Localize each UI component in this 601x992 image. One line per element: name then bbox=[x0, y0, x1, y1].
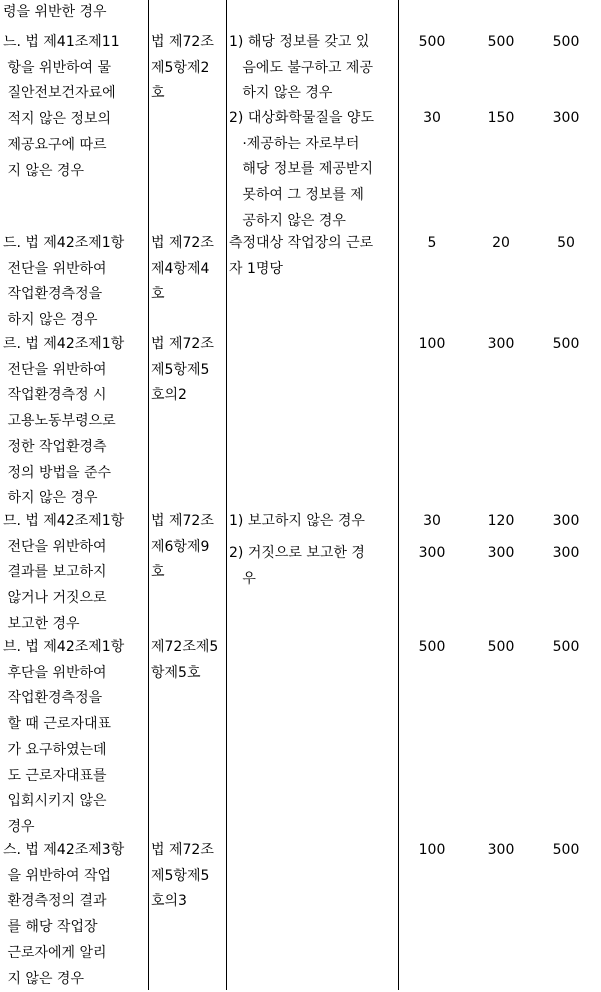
law-cell: 법 제72조 제5항제5 호의3 bbox=[151, 842, 214, 910]
fine-first: 30 bbox=[423, 513, 441, 529]
fine-first: 500 bbox=[418, 34, 446, 50]
law-cell: 법 제72조 제4항제4 호 bbox=[151, 235, 214, 303]
column-divider bbox=[148, 0, 149, 990]
fine-third: 300 bbox=[552, 110, 580, 126]
violation-cell: 드. 법 제42조제1항 전단을 위반하여 작업환경측정을 하지 않은 경우 bbox=[3, 235, 125, 329]
fine-third: 500 bbox=[552, 842, 580, 858]
fine-first: 300 bbox=[418, 545, 446, 561]
detail-cell: 1) 해당 정보를 갖고 있 음에도 불구하고 제공 하지 않은 경우 bbox=[229, 34, 373, 102]
violation-cell: 브. 법 제42조제1항 후단을 위반하여 작업환경측정을 할 때 근로자대표 가 요구하였는데 도 근로자대표를 입회시키지 않은 경우 bbox=[3, 639, 125, 835]
fine-second: 150 bbox=[487, 110, 515, 126]
law-cell: 법 제72조 제5항제5 호의2 bbox=[151, 336, 214, 404]
fine-third: 50 bbox=[557, 235, 575, 251]
fine-second: 120 bbox=[487, 513, 515, 529]
fine-second: 500 bbox=[487, 34, 515, 50]
detail-cell: 1) 보고하지 않은 경우 bbox=[229, 513, 365, 529]
fine-first: 500 bbox=[418, 639, 446, 655]
fine-second: 500 bbox=[487, 639, 515, 655]
column-divider bbox=[398, 0, 399, 990]
law-cell: 제72조제5 항제5호 bbox=[151, 639, 219, 681]
violation-cell: 스. 법 제42조제3항 을 위반하여 작업 환경측정의 결과 를 해당 작업장 근로자에게 알리 지 않은 경우 bbox=[3, 842, 125, 987]
fine-first: 100 bbox=[418, 842, 446, 858]
detail-cell: 2) 대상화학물질을 양도 ·제공하는 자로부터 해당 정보를 제공받지 못하여 그 정보를 제 공하지 않은 경우 bbox=[229, 110, 374, 229]
fine-second: 300 bbox=[487, 545, 515, 561]
fine-second: 300 bbox=[487, 336, 515, 352]
fine-third: 500 bbox=[552, 639, 580, 655]
fine-first: 100 bbox=[418, 336, 446, 352]
fine-third: 500 bbox=[552, 34, 580, 50]
law-cell: 법 제72조 제6항제9 호 bbox=[151, 513, 214, 581]
fine-first: 5 bbox=[427, 235, 437, 251]
detail-cell: 2) 거짓으로 보고한 경 우 bbox=[229, 545, 365, 587]
fine-first: 30 bbox=[423, 110, 441, 126]
violation-cell: 령을 위반한 경우 bbox=[3, 4, 107, 20]
fine-second: 20 bbox=[492, 235, 510, 251]
law-cell: 법 제72조 제5항제2 호 bbox=[151, 34, 214, 102]
violation-cell: 므. 법 제42조제1항 전단을 위반하여 결과를 보고하지 않거나 거짓으로 보고한 경우 bbox=[3, 513, 125, 632]
fine-third: 300 bbox=[552, 545, 580, 561]
violation-cell: 르. 법 제42조제1항 전단을 위반하여 작업환경측정 시 고용노동부령으로 정한 작업환경측 정의 방법을 준수 하지 않은 경우 bbox=[3, 336, 125, 507]
fine-third: 300 bbox=[552, 513, 580, 529]
violation-cell: 느. 법 제41조제11 항을 위반하여 물 질안전보건자료에 적지 않은 정보의 제공요구에 따르 지 않은 경우 bbox=[3, 34, 120, 179]
fine-third: 500 bbox=[552, 336, 580, 352]
column-divider bbox=[226, 0, 227, 990]
fine-second: 300 bbox=[487, 842, 515, 858]
detail-cell: 측정대상 작업장의 근로 자 1명당 bbox=[229, 235, 374, 277]
